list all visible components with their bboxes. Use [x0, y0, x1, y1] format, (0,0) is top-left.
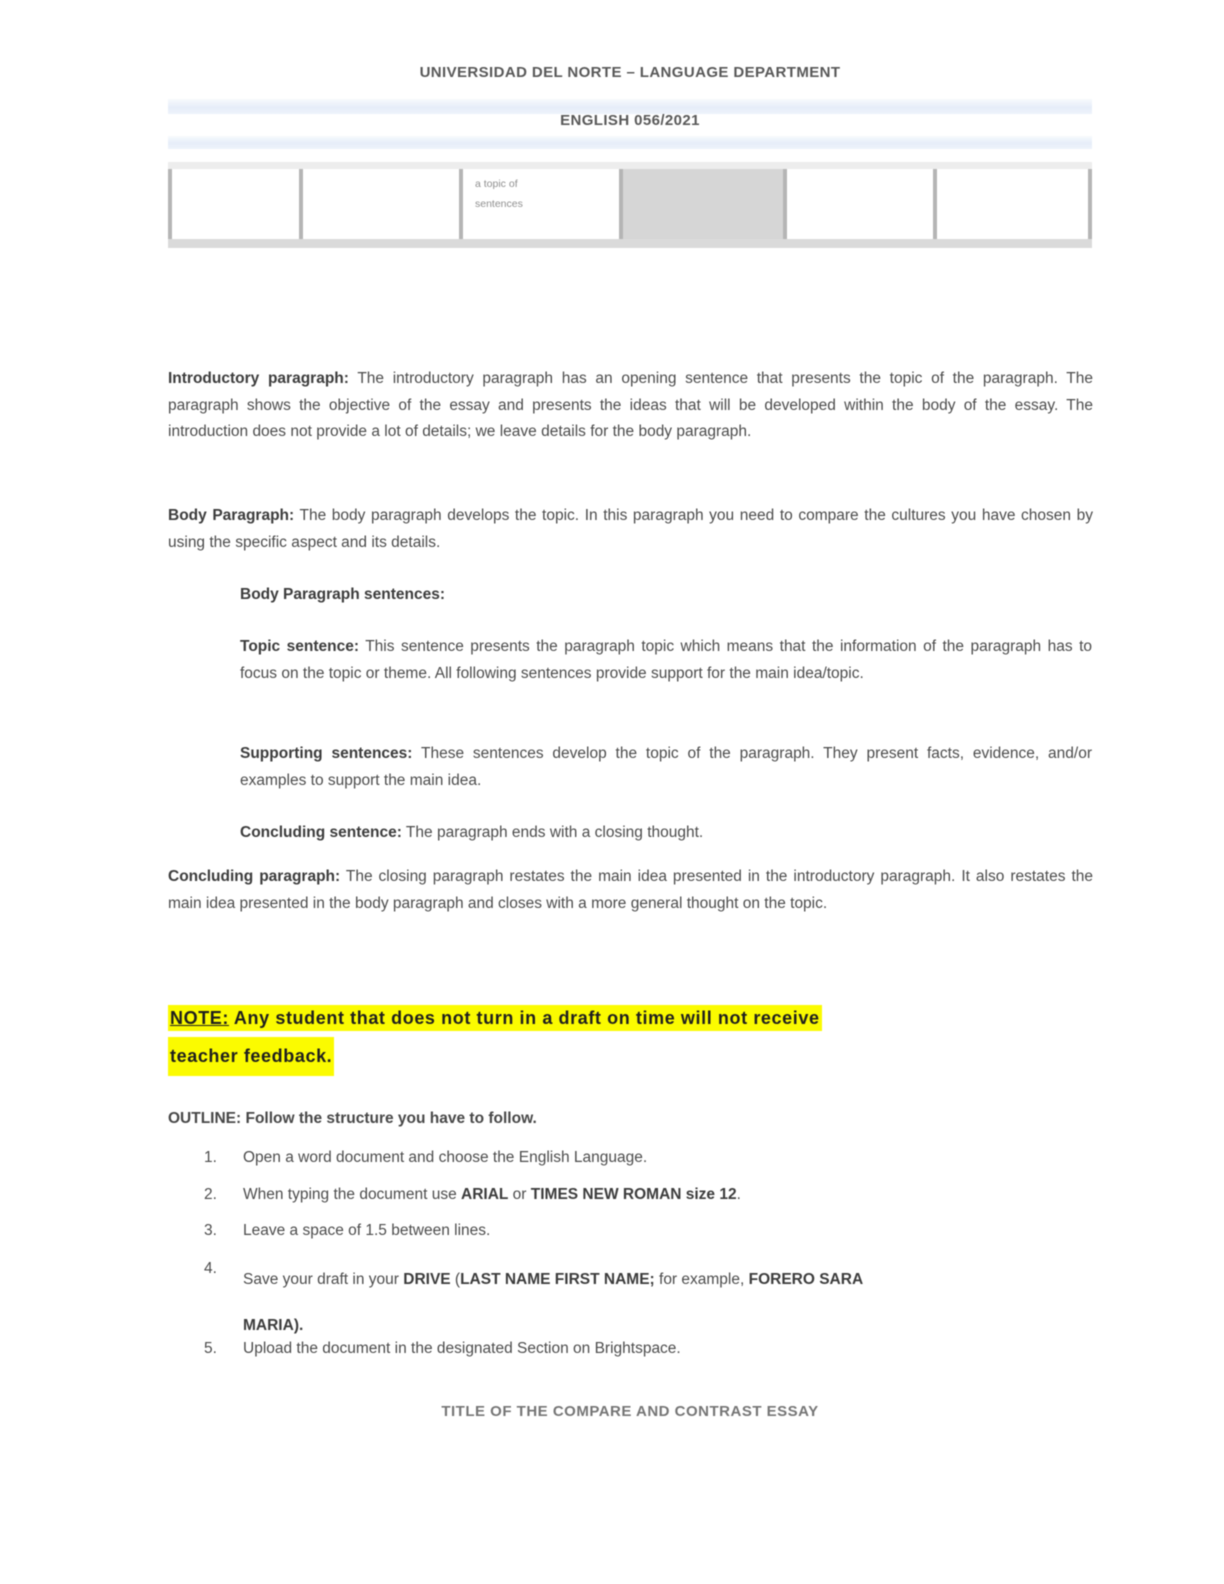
concluding-paragraph-label: Concluding paragraph: [168, 868, 341, 885]
body-sentences-heading: Body Paragraph sentences: [240, 586, 446, 603]
highlighted-note [168, 1002, 1098, 1076]
table-cell-5 [783, 169, 933, 239]
item-1-text: Open a word document and choose the English Language. [243, 1149, 648, 1166]
instruction-item-3 [204, 1219, 1090, 1243]
table-cell-6 [933, 169, 1092, 239]
paragraph-body [168, 503, 1093, 556]
item-2-pre: When typing the document use [243, 1186, 461, 1203]
introductory-text: The introductory paragraph has an opening sentence that presents the topic of the paragraph. The paragraph shows the objective of the essay and presents the ideas that will be developed within the body of the essay. The introduction does not provide a lot of details; we leave details for the body paragraph. [168, 370, 1093, 440]
item-4-mid: ( [450, 1271, 461, 1288]
item-2-mid: or [508, 1186, 531, 1203]
item-4-pre: Save your draft in your [243, 1271, 404, 1288]
concluding-paragraph-text: The closing paragraph restates the main idea presented in the introductory paragraph. It also restates the main idea presented in the body paragraph and closes with a more general thought on the topic. [168, 868, 1093, 912]
table-bottom-border [168, 239, 1092, 248]
item-5-number: 5. [204, 1340, 217, 1357]
document-header-line1: UNIVERSIDAD DEL NORTE – LANGUAGE DEPARTMENT [419, 64, 841, 81]
table-cell-3-line1: a topic of [475, 178, 518, 190]
item-3-number: 3. [204, 1222, 217, 1239]
item-2-bold2: TIMES NEW ROMAN size 12 [530, 1186, 737, 1203]
item-4-mid2: for example, [654, 1271, 749, 1288]
concluding-sentence-label: Concluding sentence: [240, 824, 402, 841]
instruction-item-4 [204, 1257, 1090, 1349]
item-4-bold1: DRIVE [403, 1271, 451, 1288]
concluding-sentence-text: The paragraph ends with a closing thought. [401, 824, 704, 841]
item-5-text: Upload the document in the designated Section on Brightspace. [243, 1340, 681, 1357]
instruction-item-2 [204, 1183, 1090, 1207]
note-line2: teacher feedback. [168, 1037, 334, 1076]
note-line1: Any student that does not turn in a draft on time will not receive [229, 1008, 820, 1028]
footer-title: TITLE OF THE COMPARE AND CONTRAST ESSAY [441, 1403, 819, 1420]
item-4-bold2: LAST NAME FIRST NAME; [460, 1271, 655, 1288]
table-cell-4-shaded [619, 169, 783, 239]
table-top-border [168, 162, 1092, 169]
paragraph-topic-sentence [240, 634, 1092, 687]
schedule-table [168, 162, 1092, 248]
instruction-item-1 [204, 1146, 1090, 1170]
body-text: The body paragraph develops the topic. In this paragraph you need to compare the cultures you have chosen by using the specific aspect and its details. [168, 507, 1094, 551]
table-cell-2 [299, 169, 459, 239]
topic-sentence-label: Topic sentence: [240, 638, 360, 655]
outline-text: Follow the structure you have to follow. [241, 1110, 537, 1127]
paragraph-introductory [168, 366, 1093, 446]
paragraph-supporting-sentences [240, 741, 1092, 794]
supporting-sentences-text: These sentences develop the topic of the paragraph. They present facts, evidence, and/or examples to support the main idea. [240, 745, 1092, 789]
item-2-text [243, 1183, 1083, 1207]
instruction-item-5 [204, 1337, 1090, 1361]
outline-label: OUTLINE: [168, 1110, 242, 1127]
item-2-bold1: ARIAL [461, 1186, 509, 1203]
introductory-label: Introductory paragraph: [168, 370, 349, 387]
paragraph-concluding [168, 864, 1093, 917]
item-2-number: 2. [204, 1186, 217, 1203]
body-label: Body Paragraph: [168, 507, 295, 524]
table-cell-3-line2: sentences [475, 198, 523, 210]
document-header-line2: ENGLISH 056/2021 [560, 112, 700, 129]
item-3-text: Leave a space of 1.5 between lines. [243, 1222, 491, 1239]
topic-sentence-text: This sentence presents the paragraph topic which means that the information of the paragraph has to focus on the topic or theme. All following sentences provide support for the main idea/topic. [240, 638, 1092, 682]
outline-heading [168, 1110, 1093, 1128]
item-4-post: ). [293, 1317, 304, 1334]
item-4-line2-bold: MARIA [243, 1317, 294, 1334]
item-4-number: 4. [204, 1260, 217, 1277]
item-4-text [243, 1257, 1083, 1349]
item-4-bold3: FORERO SARA [748, 1271, 864, 1288]
table-cell-3-text [463, 169, 619, 211]
table-row [168, 169, 1092, 239]
item-2-post: . [736, 1186, 741, 1203]
table-cell-3 [459, 169, 619, 239]
table-cell-1 [168, 169, 299, 239]
header-divider-band-2 [168, 136, 1092, 149]
paragraph-concluding-sentence [240, 820, 1092, 847]
supporting-sentences-label: Supporting sentences: [240, 745, 413, 762]
note-label: NOTE: [170, 1008, 229, 1028]
item-1-number: 1. [204, 1149, 217, 1166]
